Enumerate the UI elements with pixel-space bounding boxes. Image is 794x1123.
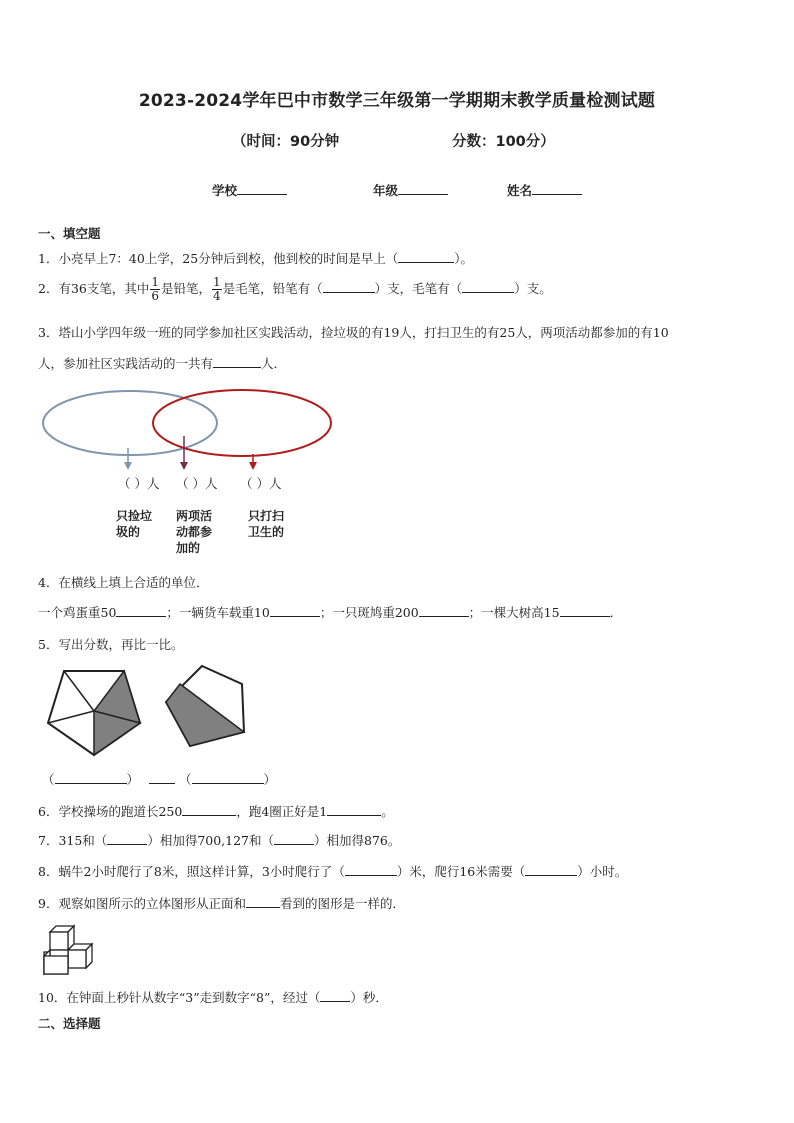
question-4-blanks [38, 603, 622, 621]
pentagon-2 [160, 662, 252, 748]
q6-text-a: 6．学校操场的跑道长250 [38, 804, 183, 819]
venn-circle-left [43, 391, 217, 455]
name-blank[interactable] [532, 181, 582, 195]
question-6 [38, 802, 394, 820]
exam-time: （时间：90分钟 [232, 134, 340, 150]
q8-blank-1[interactable] [345, 863, 397, 876]
q9-blank[interactable] [246, 894, 280, 908]
q5-answers [42, 770, 276, 788]
question-1 [38, 249, 473, 267]
q2-fraction-2 [212, 276, 222, 303]
grade-blank[interactable] [398, 181, 448, 195]
q4-blank-2[interactable] [270, 603, 320, 617]
question-4: 4．在横线上填上合适的单位． [38, 575, 209, 590]
question-3-line-2 [38, 354, 286, 372]
question-9 [38, 894, 405, 912]
name-field [507, 181, 582, 199]
q3-blank[interactable] [213, 354, 261, 368]
q8-blank-2[interactable] [525, 863, 577, 876]
grade-field [373, 181, 448, 199]
q10-text-b: ）秒． [350, 990, 388, 1005]
grade-label: 年级 [373, 183, 399, 198]
q5-blank-2[interactable] [192, 771, 264, 784]
arrow-middle [180, 436, 188, 470]
q8-text-a: 8．蜗牛2小时爬行了8米，照这样计算，3小时爬行了（ [38, 864, 345, 879]
section-fill-title: 一、填空题 [38, 226, 101, 241]
q2-blank-1[interactable] [323, 280, 375, 293]
q6-text-c: 。 [381, 804, 394, 819]
q3-text-b: 人． [261, 356, 287, 371]
q5-blank-1[interactable] [55, 771, 127, 784]
q2-f2-numerator: 1 [213, 275, 221, 289]
q1-text: 1．小亮早上7：40上学，25分钟后到校，他到校的时间是早上（ [38, 251, 399, 266]
venn-label-only-trash: 只捡垃圾的 [116, 509, 153, 539]
q7-text-c: ）相加得876。 [314, 833, 401, 848]
q5-close-2: ） [263, 772, 277, 787]
venn-label-only-clean: 只打扫卫生的 [248, 509, 285, 539]
q5-compare-blank[interactable] [149, 771, 175, 784]
q7-blank-1[interactable] [107, 832, 147, 845]
venn-paren-2[interactable]: （ ）人 [176, 476, 218, 491]
venn-label-both: 两项活动都参加的 [176, 509, 213, 555]
q4-blank-1[interactable] [116, 603, 166, 617]
q8-text-b: ）米，爬行16米需要（ [396, 864, 526, 879]
q10-blank[interactable] [320, 989, 350, 1002]
q4-part-4: ；一棵大树高15 [468, 605, 560, 620]
school-field [212, 181, 287, 199]
cube-stack-figure [42, 922, 98, 976]
q5-open-1: （ [42, 772, 55, 787]
q1-tail: ）。 [454, 251, 473, 266]
q2-text-c: 是毛笔，铅笔有（ [222, 281, 323, 296]
q6-blank-1[interactable] [182, 802, 236, 816]
q1-blank[interactable] [398, 250, 454, 263]
q6-text-b: ，跑4圈正好是1 [236, 804, 328, 819]
venn-paren-1[interactable]: （ ）人 [118, 476, 160, 491]
exam-score: 分数：100分） [452, 134, 555, 150]
question-10 [38, 988, 388, 1006]
q4-blank-4[interactable] [560, 603, 610, 617]
q2-blank-2[interactable] [462, 280, 514, 293]
q2-f1-numerator: 1 [151, 275, 159, 289]
school-blank[interactable] [237, 181, 287, 195]
q4-part-2: ；一辆货车载重10 [166, 605, 270, 620]
question-8 [38, 862, 627, 880]
q8-text-c: ）小时。 [577, 864, 628, 879]
q7-text-b: ）相加得700,127和（ [147, 833, 275, 848]
q4-part-3: ；一只斑鸠重200 [319, 605, 419, 620]
question-2 [38, 276, 552, 303]
q3-text-a: 人，参加社区实践活动的一共有 [38, 356, 214, 371]
venn-circle-right [153, 390, 331, 456]
q7-text-a: 7．315和（ [38, 833, 108, 848]
q2-text-d: ）支，毛笔有（ [374, 281, 463, 296]
q2-fraction-1 [150, 276, 160, 303]
q2-text-b: 是铅笔， [161, 281, 212, 296]
q4-part-1: 一个鸡蛋重50 [38, 605, 117, 620]
question-7 [38, 831, 400, 849]
q9-text-b: 看到的图形是一样的． [279, 896, 405, 911]
venn-diagram [36, 386, 346, 476]
question-3-line-1: 3．塔山小学四年级一班的同学参加社区实践活动，捡垃圾的有19人，打扫卫生的有25人，两项活动都参加的有10 [38, 325, 669, 340]
question-5: 5．写出分数，再比一比。 [38, 637, 184, 652]
name-label: 姓名 [507, 183, 533, 198]
section-choice-title: 二、选择题 [38, 1016, 101, 1031]
q2-f2-denominator: 4 [213, 289, 221, 303]
q7-blank-2[interactable] [274, 832, 314, 845]
q10-text-a: 10．在钟面上秒针从数字“3”走到数字“8”，经过（ [38, 990, 321, 1005]
q2-text-a: 2．有36支笔，其中 [38, 281, 150, 296]
q4-part-5: ． [609, 605, 623, 620]
q5-close-1: ） [126, 772, 140, 787]
school-label: 学校 [212, 183, 238, 198]
arrow-left [124, 448, 132, 470]
q4-blank-3[interactable] [419, 603, 469, 617]
q9-text-a: 9．观察如图所示的立体图形从正面和 [38, 896, 246, 911]
q6-blank-2[interactable] [327, 802, 381, 816]
q2-f1-denominator: 6 [151, 289, 159, 303]
venn-paren-3[interactable]: （ ）人 [240, 476, 282, 491]
page-title: 2023-2024学年巴中市数学三年级第一学期期末教学质量检测试题 [138, 91, 656, 111]
q5-open-2: （ [179, 772, 192, 787]
q2-text-e: ）支。 [514, 281, 552, 296]
pentagon-1 [44, 665, 144, 759]
